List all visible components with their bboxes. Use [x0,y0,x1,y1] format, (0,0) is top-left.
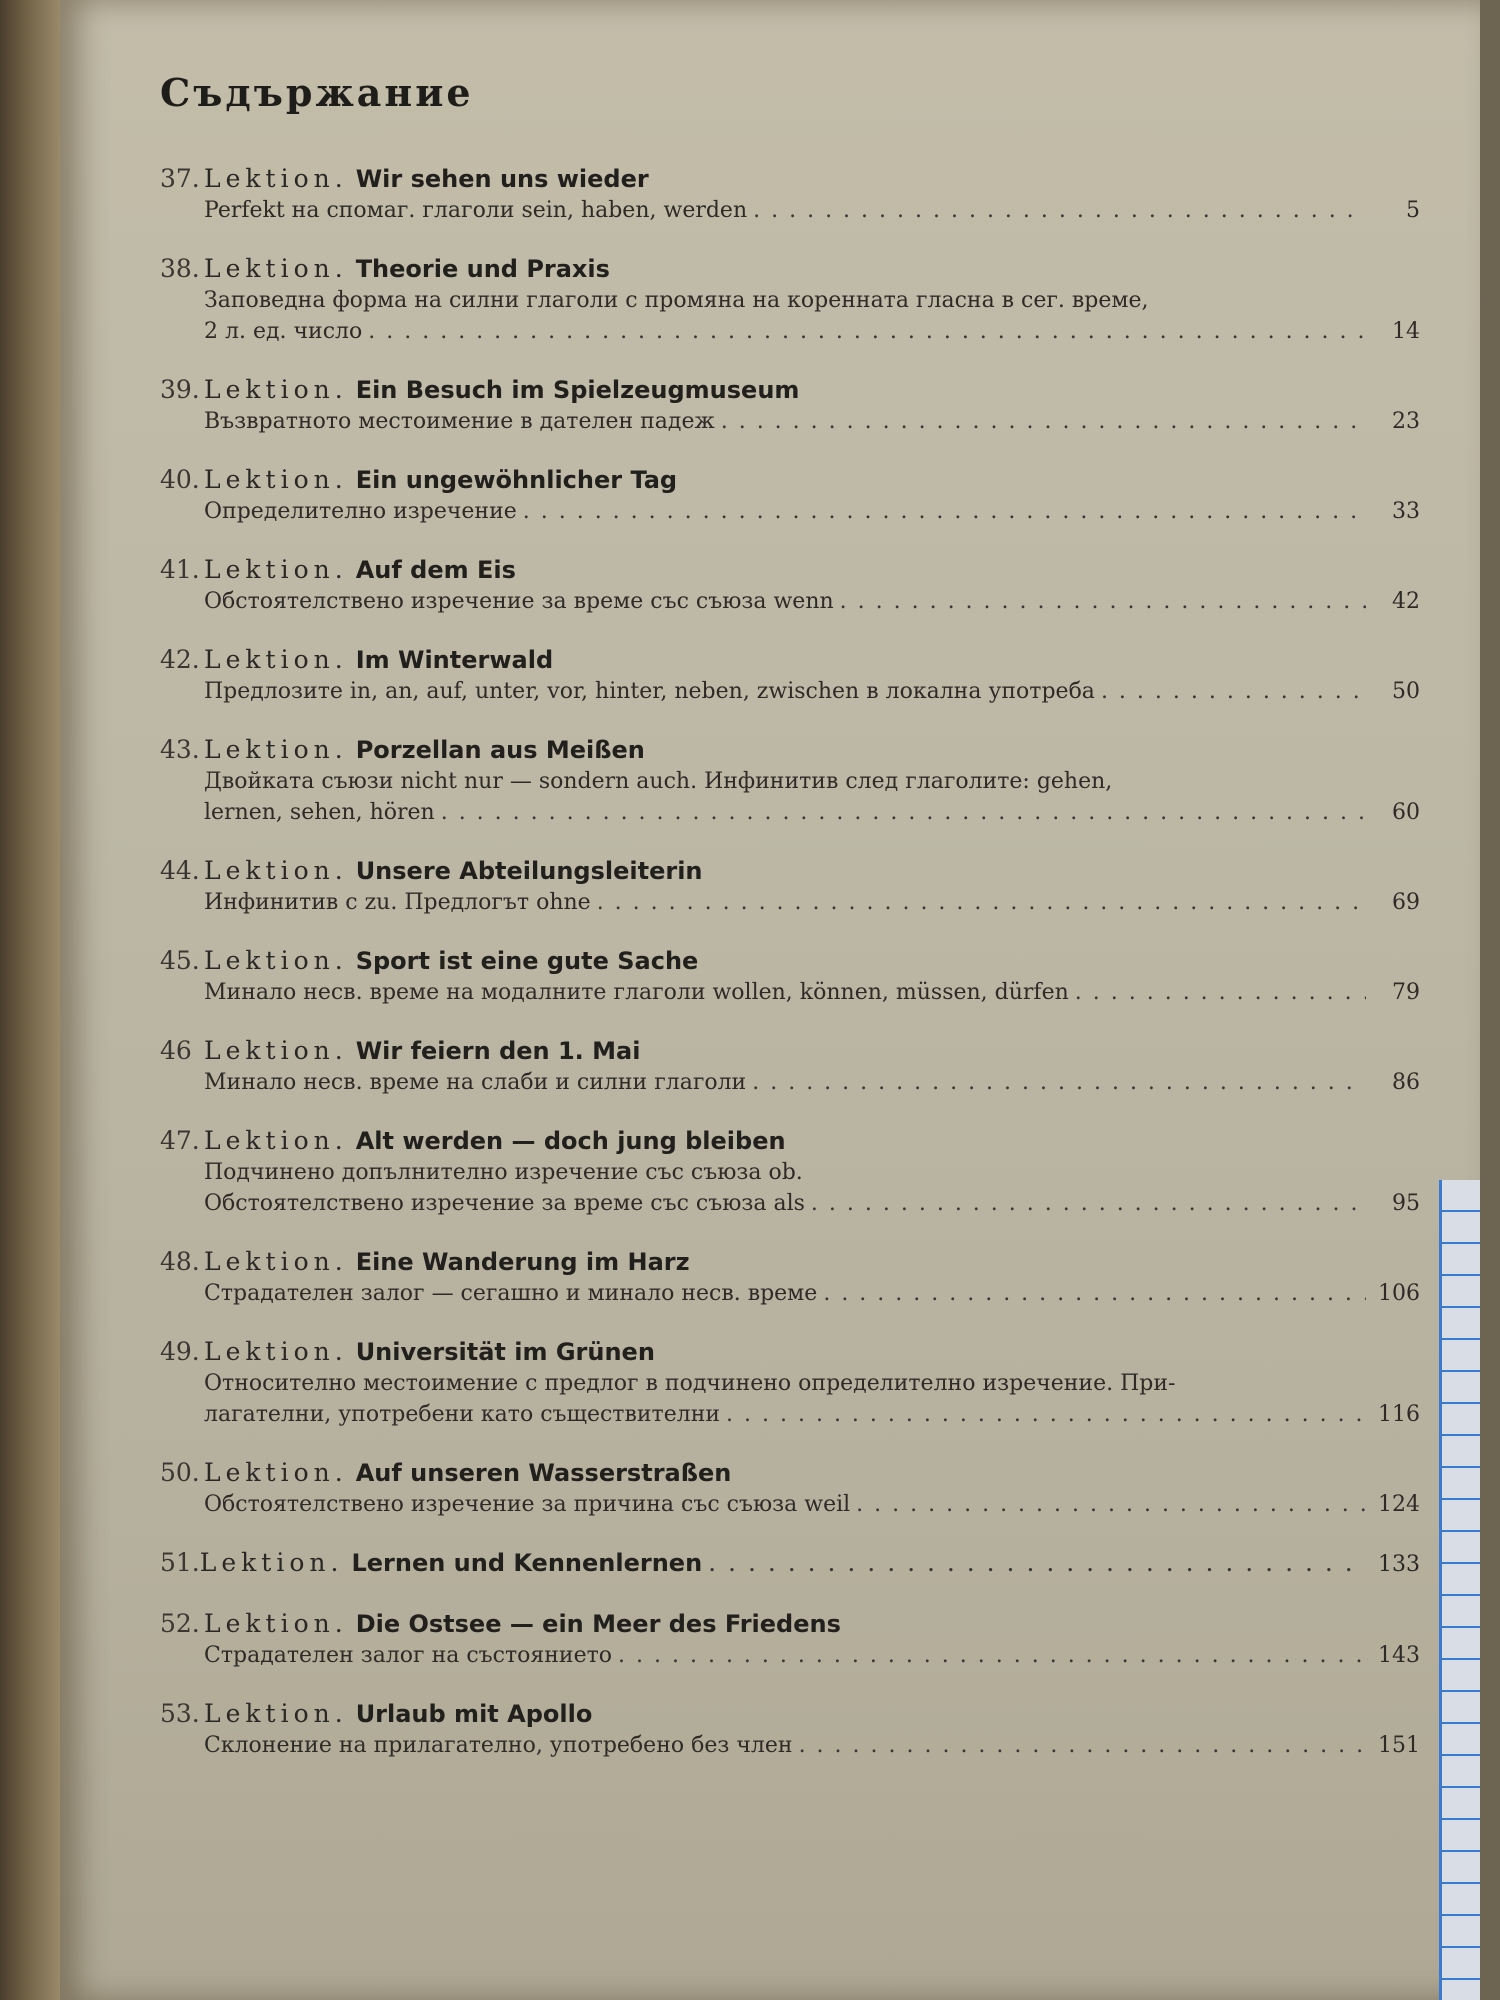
toc-entry [160,253,1420,347]
page-title: Съдържание [160,70,474,115]
page-number: 50 [1392,679,1420,704]
leader-dots [856,1489,1366,1520]
lesson-word: Lektion. [204,1036,348,1065]
description-line [204,1067,1420,1098]
leader-dots [523,496,1366,527]
description-line [204,1730,1420,1761]
description-text: Страдателен залог на състоянието [204,1643,613,1668]
page-number: 5 [1406,198,1420,223]
description-text: 2 л. ед. число [204,319,363,344]
entry-heading [160,1035,1420,1067]
entry-heading [160,1608,1420,1640]
toc-entry [160,374,1420,437]
leader-dots [752,1067,1366,1098]
description-text: Минало несв. време на модалните глаголи wollen, können, müssen, dürfen [204,980,1069,1005]
leader-dots [1101,676,1366,707]
leader-dots [823,1278,1366,1309]
description-line [204,887,1420,918]
entry-heading [160,163,1420,195]
lesson-description [160,1640,1420,1671]
description-text: Perfekt на спомаг. глаголи sein, haben, werden [204,198,748,223]
page-number: 95 [1392,1191,1420,1216]
lesson-title: Auf dem Eis [355,556,516,584]
lesson-word: Lektion. [204,1337,348,1366]
leader-dots [597,887,1366,918]
leader-dots [708,1547,1366,1579]
entry-heading [160,945,1420,977]
lesson-title: Porzellan aus Meißen [355,736,645,764]
description-line [204,1157,1420,1188]
lesson-number: 43. [160,735,200,764]
toc-entry [160,644,1420,707]
description-text: Предлозите in, an, auf, unter, vor, hinter, neben, zwischen в локална употреба [204,679,1095,704]
lesson-word: Lektion. [204,1458,348,1487]
lesson-number: 46 [160,1036,192,1065]
page-number: 86 [1392,1070,1420,1095]
lesson-number: 39. [160,375,200,404]
description-line [204,1368,1420,1399]
page-number: 143 [1378,1643,1420,1668]
lesson-description [160,195,1420,226]
toc-entry [160,1698,1420,1761]
description-text: Склонение на прилагателно, употребено без член [204,1733,793,1758]
page-number: 60 [1392,800,1420,825]
leader-dots [840,586,1366,617]
book-spine [0,0,60,2000]
lesson-title: Universität im Grünen [355,1338,655,1366]
entry-heading [160,1336,1420,1368]
page-number: 14 [1392,319,1420,344]
page-number: 79 [1392,980,1420,1005]
page-number: 151 [1378,1733,1420,1758]
page-number: 124 [1378,1492,1420,1517]
description-line [204,316,1420,347]
lesson-number: 50. [160,1458,200,1487]
lesson-title: Ein ungewöhnlicher Tag [355,466,678,494]
page-number: 116 [1378,1402,1420,1427]
description-line [204,586,1420,617]
page-number: 69 [1392,890,1420,915]
lesson-word: Lektion. [204,465,348,494]
lesson-description [160,1489,1420,1520]
lesson-number: 45. [160,946,200,975]
page-number: 42 [1392,589,1420,614]
lesson-description [160,676,1420,707]
page-number: 106 [1378,1281,1420,1306]
lesson-number: 53. [160,1699,200,1728]
lesson-title: Alt werden — doch jung bleiben [355,1127,786,1155]
lesson-word: Lektion. [204,164,348,193]
lesson-number: 44. [160,856,200,885]
lesson-title: Eine Wanderung im Harz [355,1248,690,1276]
lesson-word: Lektion. [199,1548,344,1577]
lesson-word: Lektion. [204,1126,348,1155]
description-text: lernen, sehen, hören [204,800,435,825]
lesson-number: 49. [160,1337,200,1366]
page-number: 23 [1392,409,1420,434]
lesson-number: 41. [160,555,200,584]
description-line [204,1399,1420,1430]
toc-entry [160,1336,1420,1430]
lesson-word: Lektion. [204,946,348,975]
lesson-description [160,285,1420,347]
lesson-description [160,887,1420,918]
description-text: Определително изречение [204,499,517,524]
lesson-description [160,977,1420,1008]
description-text: Обстоятелствено изречение за време със съюза wenn [204,589,834,614]
description-line [204,406,1420,437]
lesson-title: Auf unseren Wasserstraßen [355,1459,732,1487]
lesson-number: 37. [160,164,200,193]
lesson-number: 38. [160,254,200,283]
toc-entry [160,1457,1420,1520]
toc-entry [160,1608,1420,1671]
description-text: лагателни, употребени като съществителни [204,1402,721,1427]
toc-entry [160,734,1420,828]
entry-heading [160,855,1420,887]
lesson-number: 52. [160,1609,200,1638]
lesson-word: Lektion. [204,645,348,674]
lesson-description [160,1278,1420,1309]
lesson-word: Lektion. [204,1699,348,1728]
entry-heading [160,1457,1420,1489]
description-line [204,1640,1420,1671]
lesson-number: 48. [160,1247,200,1276]
toc-list [160,163,1420,1761]
leader-dots [753,195,1366,226]
description-text: Подчинено допълнително изречение със съюза ob. [204,1160,803,1185]
toc-entry [160,1125,1420,1219]
description-text: Заповедна форма на силни глаголи с промяна на коренната гласна в сег. време, [204,288,1149,313]
table-of-contents [160,70,1420,1788]
lesson-title: Die Ostsee — ein Meer des Friedens [355,1610,841,1638]
toc-entry [160,945,1420,1008]
description-line [204,1188,1420,1219]
lesson-description [160,1067,1420,1098]
lesson-word: Lektion. [204,1609,348,1638]
description-line [204,496,1420,527]
lesson-word: Lektion. [204,856,348,885]
leader-dots [811,1188,1366,1219]
description-line [204,676,1420,707]
lesson-number: 47. [160,1126,200,1155]
lesson-title: Wir feiern den 1. Mai [355,1037,641,1065]
description-text: Минало несв. време на слаби и силни глаголи [204,1070,747,1095]
description-line [204,285,1420,316]
lesson-title: Lernen und Kennenlernen [351,1549,703,1577]
lesson-number: 51. [160,1548,200,1577]
toc-entry [160,554,1420,617]
description-line [204,977,1420,1008]
lesson-title: Unsere Abteilungsleiterin [355,857,703,885]
lesson-description [160,586,1420,617]
lesson-title: Urlaub mit Apollo [355,1700,593,1728]
toc-entry [160,464,1420,527]
leader-dots [1075,977,1366,1008]
lesson-description [160,496,1420,527]
entry-heading [160,644,1420,676]
lesson-description [160,1157,1420,1219]
lesson-description [160,406,1420,437]
entry-heading [160,1547,1420,1581]
lesson-title: Theorie und Praxis [355,255,610,283]
description-line [204,766,1420,797]
description-text: Страдателен залог — сегашно и минало несв. време [204,1281,818,1306]
lesson-title: Ein Besuch im Spielzeugmuseum [355,376,800,404]
entry-heading [160,1125,1420,1157]
description-line [204,195,1420,226]
description-text: Възвратното местоимение в дателен падеж [204,409,715,434]
lesson-word: Lektion. [204,1247,348,1276]
entry-heading [160,734,1420,766]
lesson-title: Wir sehen uns wieder [355,165,649,193]
description-text: Инфинитив с zu. Предлогът ohne [204,890,591,915]
entry-heading [160,464,1420,496]
toc-entry [160,855,1420,918]
lesson-title: Sport ist eine gute Sache [355,947,699,975]
description-text: Относително местоимение с предлог в подчинено определително изречение. При- [204,1371,1176,1396]
description-line [204,1489,1420,1520]
leader-dots [721,406,1366,437]
notebook-edge [1439,1180,1480,2000]
toc-entry [160,1547,1420,1581]
toc-entry [160,1035,1420,1098]
lesson-word: Lektion. [204,555,348,584]
entry-heading [160,1698,1420,1730]
description-line [204,1278,1420,1309]
leader-dots [799,1730,1366,1761]
page-number: 33 [1392,499,1420,524]
entry-heading [160,1246,1420,1278]
description-text: Обстоятелствено изречение за време със съюза als [204,1191,805,1216]
leader-dots [368,316,1366,347]
leader-dots [618,1640,1366,1671]
description-line [204,797,1420,828]
lesson-number: 40. [160,465,200,494]
page-number: 133 [1378,1552,1420,1577]
lesson-word: Lektion. [204,735,348,764]
leader-dots [726,1399,1366,1430]
toc-entry [160,163,1420,226]
lesson-word: Lektion. [204,254,348,283]
entry-heading [160,374,1420,406]
lesson-description [160,1730,1420,1761]
lesson-word: Lektion. [204,375,348,404]
lesson-number: 42. [160,645,200,674]
leader-dots [441,797,1366,828]
lesson-description [160,1368,1420,1430]
description-text: Обстоятелствено изречение за причина със съюза weil [204,1492,851,1517]
toc-entry [160,1246,1420,1309]
entry-heading [160,253,1420,285]
lesson-description [160,766,1420,828]
description-text: Двойката съюзи nicht nur — sondern auch. Инфинитив след глаголите: gehen, [204,769,1113,794]
entry-heading [160,554,1420,586]
lesson-title: Im Winterwald [355,646,554,674]
